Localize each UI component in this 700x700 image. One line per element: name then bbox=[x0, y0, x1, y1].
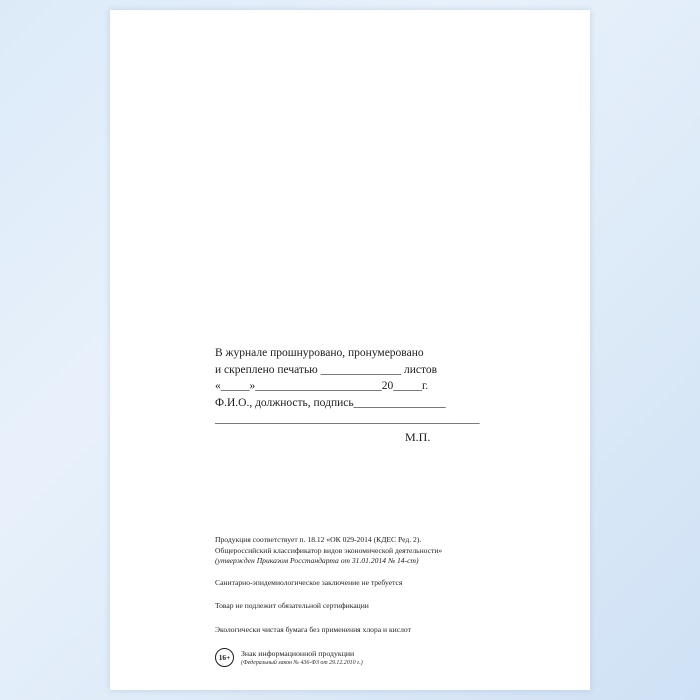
sanitary-conclusion-note: Санитарно-эпидемиологическое заключение не требуется bbox=[215, 577, 403, 587]
age-mark-title: Знак информационной продукции bbox=[241, 649, 355, 658]
age-mark-texts bbox=[241, 648, 363, 668]
product-compliance-line-2: Общероссийский классификатор видов экономической деятельности» bbox=[215, 545, 443, 555]
age-rating-icon: 16+ bbox=[215, 648, 234, 667]
product-compliance-line-1: Продукция соответствует п. 18.12 «ОК 029-2014 (КДЕС Ред. 2). bbox=[215, 535, 422, 544]
certification-line-1: В журнале прошнуровано, пронумеровано bbox=[215, 347, 424, 359]
legal-block bbox=[215, 535, 555, 668]
age-mark-law: (Федеральный закон № 436-ФЗ от 29.12.2010 г.) bbox=[241, 660, 363, 666]
certification-block bbox=[215, 345, 545, 428]
certification-line-2: и скреплено печатью ______________ листов bbox=[215, 363, 438, 376]
stamp-place-label: М.П. bbox=[405, 430, 431, 444]
age-mark-row bbox=[215, 648, 555, 668]
certification-date-line: «_____»______________________20_____г. bbox=[215, 380, 429, 392]
certification-signature-line: Ф.И.О., должность, подпись________________ bbox=[215, 396, 446, 409]
eco-paper-note: Экологически чистая бумага без применения хлора и кислот bbox=[215, 624, 411, 634]
page-content bbox=[110, 10, 590, 690]
certification-blank-line: ______________________________________________ bbox=[215, 413, 480, 425]
document-page bbox=[110, 10, 590, 690]
product-compliance-line-3: (утвержден Приказом Росстандарта от 31.01.2014 № 14-ст) bbox=[215, 556, 419, 565]
product-compliance-paragraph bbox=[215, 535, 555, 567]
certification-not-required-note: Товар не подлежит обязательной сертификации bbox=[215, 601, 369, 610]
